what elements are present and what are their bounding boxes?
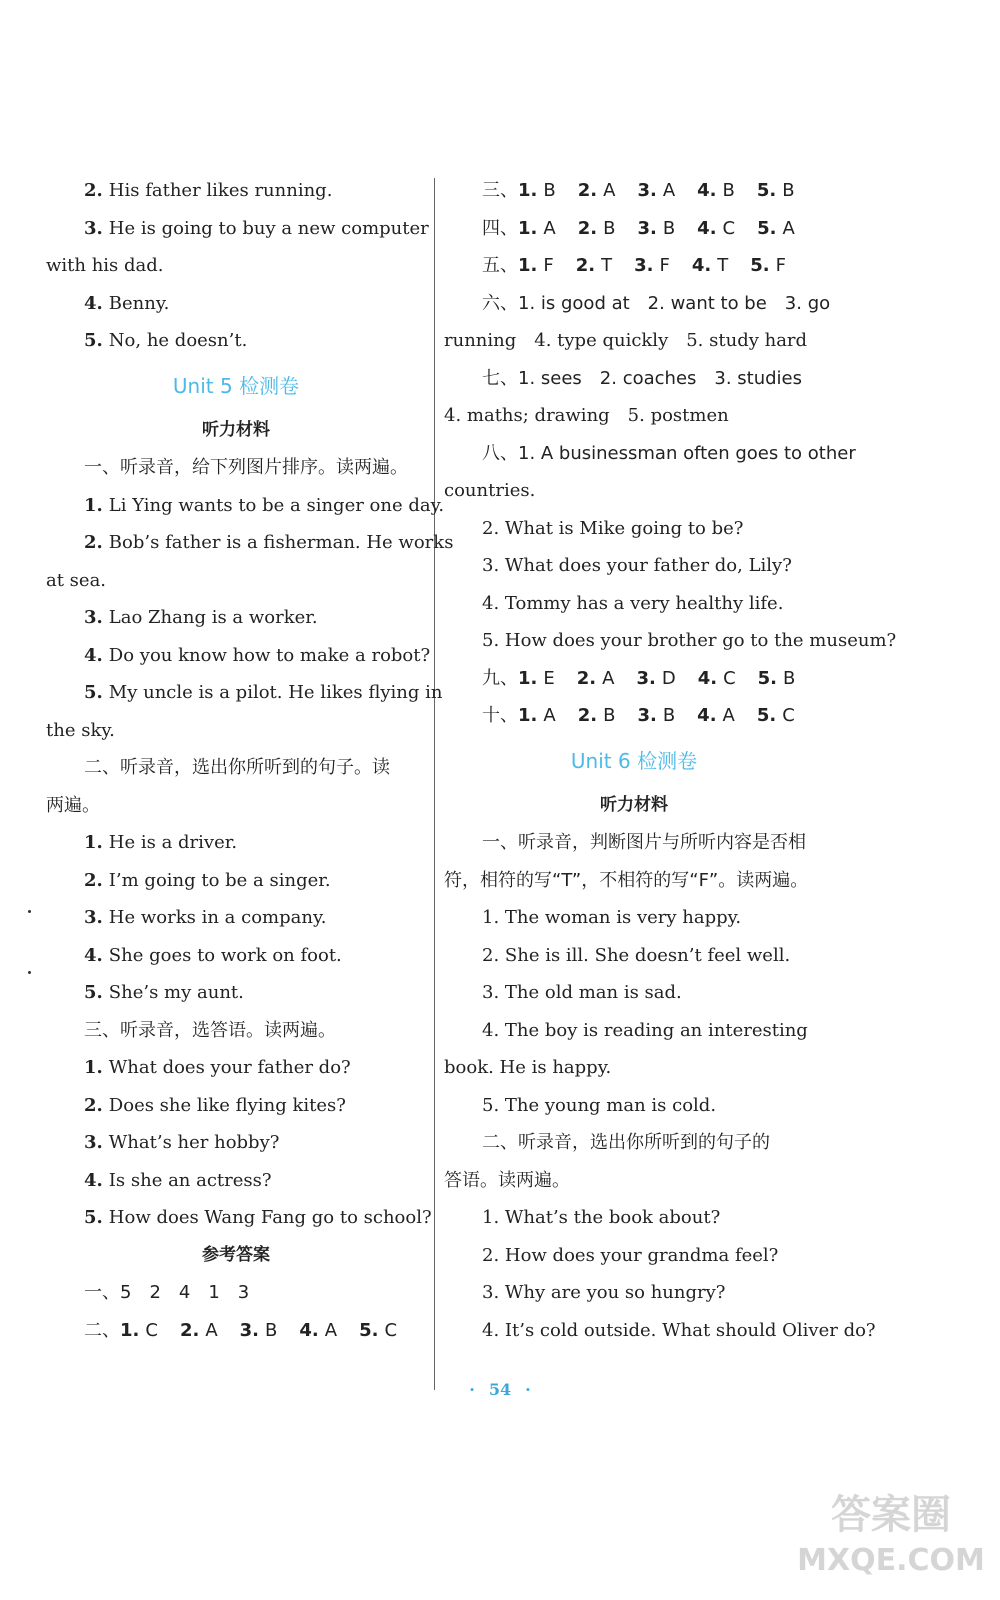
list-item: 4. Tommy has a very healthy life. bbox=[482, 592, 784, 614]
answer-row bbox=[444, 210, 824, 248]
answer-item bbox=[578, 705, 616, 726]
list-item: 3. The old man is sad. bbox=[482, 982, 682, 1003]
item-text: Li Ying wants to be a singer one day. bbox=[108, 494, 445, 516]
list-item bbox=[46, 1087, 426, 1125]
answer-label: 二、 bbox=[84, 1319, 120, 1341]
item-text: He is going to buy a new computer bbox=[108, 217, 429, 239]
answer-item bbox=[697, 218, 735, 239]
answer-item bbox=[299, 1320, 337, 1341]
answer-item bbox=[637, 218, 675, 239]
scan-speck bbox=[28, 910, 31, 913]
answer-item bbox=[697, 180, 735, 201]
answer-item bbox=[518, 705, 556, 726]
answer-item bbox=[578, 218, 616, 239]
answer-number: 2. bbox=[577, 705, 598, 726]
list-item bbox=[46, 1162, 426, 1200]
answer-value: C bbox=[723, 667, 736, 689]
answer-value: C bbox=[384, 1319, 398, 1341]
list-item: 5. How does your brother go to the museum? bbox=[482, 630, 897, 651]
answer-number: 4. bbox=[691, 255, 712, 276]
answer-item bbox=[757, 180, 795, 201]
item-text: Do you know how to make a robot? bbox=[108, 644, 431, 666]
answer-value: B bbox=[662, 705, 676, 726]
answer-item bbox=[758, 668, 796, 689]
section-title: 符，相符的写“T”，不相符的写“F”。读两遍。 bbox=[444, 869, 809, 891]
answer-value: B bbox=[783, 667, 796, 689]
answer-value: A bbox=[324, 1319, 338, 1341]
item-number: 4. bbox=[84, 1169, 103, 1191]
list-item: 2. What is Mike going to be? bbox=[482, 517, 744, 539]
item-number: 5. bbox=[84, 330, 103, 351]
answer-value: T bbox=[601, 255, 613, 276]
answer-number: 5. bbox=[756, 705, 777, 726]
answer-label: 四、 bbox=[482, 217, 518, 239]
answer-value: F bbox=[543, 255, 554, 276]
list-item: 3. Why are you so hungry? bbox=[482, 1282, 726, 1303]
item-number: 5. bbox=[84, 682, 103, 703]
list-item bbox=[46, 862, 426, 900]
answer-value: F bbox=[775, 255, 786, 276]
answer-number: 1. bbox=[120, 1319, 140, 1341]
answer-number: 2. bbox=[575, 255, 596, 276]
answer-value: T bbox=[717, 255, 729, 276]
answer-number: 3. bbox=[239, 1319, 260, 1341]
item-number: 2. bbox=[84, 869, 103, 891]
answer-value: C bbox=[722, 217, 736, 239]
section-title: 两遍。 bbox=[46, 794, 100, 816]
answer-value: B bbox=[662, 217, 676, 239]
answer-number: 1. bbox=[518, 255, 538, 276]
item-number: 3. bbox=[84, 1132, 103, 1153]
page-number-text: 54 bbox=[488, 1380, 512, 1399]
answer-number: 5. bbox=[757, 217, 777, 239]
answer-value: A bbox=[782, 217, 795, 239]
answer-value: B bbox=[265, 1319, 278, 1341]
answer-item bbox=[518, 668, 555, 689]
answer-row: 六、1. is good at 2. want to be 3. go bbox=[482, 292, 831, 314]
answer-value: A bbox=[602, 667, 615, 689]
answer-row: 七、1. sees 2. coaches 3. studies bbox=[482, 367, 803, 389]
answer-number: 3. bbox=[636, 667, 656, 689]
item-text: She’s my aunt. bbox=[108, 982, 244, 1003]
item-number: 1. bbox=[84, 832, 103, 853]
list-item: countries. bbox=[444, 480, 536, 501]
answer-row bbox=[444, 660, 824, 698]
answer-value: A bbox=[722, 705, 735, 726]
list-item bbox=[46, 285, 426, 323]
section-heading: 听力材料 bbox=[202, 419, 270, 440]
item-text: I’m going to be a singer. bbox=[108, 869, 331, 891]
answer-label: 九、 bbox=[482, 667, 518, 689]
item-text: She goes to work on foot. bbox=[108, 944, 342, 966]
item-text: with his dad. bbox=[46, 255, 164, 276]
answer-value: B bbox=[543, 180, 556, 201]
column-divider bbox=[434, 178, 435, 1390]
answer-value: D bbox=[661, 667, 676, 689]
answer-number: 3. bbox=[634, 255, 654, 276]
answer-value: B bbox=[603, 705, 616, 726]
answer-item bbox=[180, 1320, 218, 1341]
item-number: 3. bbox=[84, 217, 103, 239]
answer-label: 五、 bbox=[482, 255, 518, 276]
answer-number: 3. bbox=[637, 217, 657, 239]
list-item: 4. It’s cold outside. What should Oliver do? bbox=[482, 1319, 876, 1341]
answer-number: 5. bbox=[756, 180, 777, 201]
list-item: 1. The woman is very happy. bbox=[482, 907, 742, 928]
right-column bbox=[444, 172, 897, 1349]
answer-row: 4. maths; drawing 5. postmen bbox=[444, 405, 729, 426]
list-item bbox=[46, 172, 426, 210]
answer-item bbox=[120, 1320, 158, 1341]
item-number: 1. bbox=[84, 1057, 103, 1078]
answer-row bbox=[444, 247, 824, 285]
answer-item bbox=[750, 255, 786, 276]
answer-number: 2. bbox=[576, 667, 597, 689]
list-item bbox=[46, 937, 426, 975]
left-column bbox=[46, 172, 454, 1349]
item-number: 2. bbox=[84, 180, 103, 201]
item-number: 4. bbox=[84, 644, 103, 666]
answer-item bbox=[240, 1320, 278, 1341]
answer-number: 4. bbox=[697, 180, 717, 201]
list-item bbox=[46, 1124, 426, 1162]
answer-value: A bbox=[662, 180, 676, 201]
item-number: 3. bbox=[84, 607, 103, 628]
answer-number: 5. bbox=[757, 667, 778, 689]
answer-item bbox=[577, 668, 615, 689]
item-number: 5. bbox=[84, 982, 103, 1003]
item-text: His father likes running. bbox=[108, 180, 333, 201]
section-title: 一、听录音，判断图片与所听内容是否相 bbox=[482, 832, 806, 853]
list-item: 5. The young man is cold. bbox=[482, 1094, 717, 1116]
section-title: 二、听录音，选出你所听到的句子。读 bbox=[84, 757, 390, 778]
answer-row bbox=[444, 172, 824, 210]
item-text: He is a driver. bbox=[108, 832, 238, 853]
answer-number: 1. bbox=[518, 667, 538, 689]
list-item bbox=[46, 637, 431, 675]
list-item bbox=[46, 824, 426, 862]
item-text: Does she like flying kites? bbox=[108, 1094, 346, 1116]
item-text: What’s her hobby? bbox=[108, 1132, 280, 1153]
answer-item bbox=[692, 255, 728, 276]
list-item bbox=[46, 674, 443, 712]
list-item bbox=[46, 599, 426, 637]
answer-number: 3. bbox=[637, 180, 657, 201]
section-title: 二、听录音，选出你所听到的句子的 bbox=[482, 1132, 770, 1153]
answer-item bbox=[697, 705, 735, 726]
item-number: 3. bbox=[84, 907, 103, 928]
answer-row bbox=[46, 1312, 426, 1350]
item-text: What does your father do? bbox=[108, 1057, 351, 1078]
item-number: 5. bbox=[84, 1207, 103, 1228]
answer-number: 4. bbox=[299, 1319, 319, 1341]
list-item: book. He is happy. bbox=[444, 1057, 612, 1078]
list-item: 2. She is ill. She doesn’t feel well. bbox=[482, 944, 791, 966]
answer-item bbox=[634, 255, 670, 276]
item-text: How does Wang Fang go to school? bbox=[108, 1207, 432, 1228]
answer-value: A bbox=[603, 180, 616, 201]
item-text: No, he doesn’t. bbox=[108, 330, 248, 351]
list-item bbox=[46, 562, 426, 600]
section-title: 答语。读两遍。 bbox=[444, 1169, 570, 1191]
list-item bbox=[46, 322, 426, 360]
item-text: Is she an actress? bbox=[108, 1169, 272, 1191]
section-title: 一、听录音，给下列图片排序。读两遍。 bbox=[84, 457, 408, 478]
answer-value: A bbox=[205, 1319, 218, 1341]
item-number: 2. bbox=[84, 1094, 103, 1116]
answer-value: B bbox=[782, 180, 795, 201]
answer-value: E bbox=[543, 667, 555, 689]
answer-label: 三、 bbox=[482, 180, 518, 201]
watermark-top: 答案圈 bbox=[831, 1492, 951, 1538]
list-item: 八、1. A businessman often goes to other bbox=[482, 442, 856, 464]
list-item bbox=[46, 524, 454, 562]
item-number: 4. bbox=[84, 944, 103, 966]
item-text: the sky. bbox=[46, 719, 115, 741]
answer-item bbox=[698, 668, 736, 689]
page-number: · 54 · bbox=[469, 1380, 531, 1399]
answer-value: B bbox=[722, 180, 735, 201]
answer-label: 十、 bbox=[482, 705, 518, 726]
answer-item bbox=[578, 180, 616, 201]
answer-number: 4. bbox=[697, 667, 718, 689]
answer-row bbox=[444, 697, 824, 735]
unit-title: Unit 6 检测卷 bbox=[570, 748, 698, 773]
answer-item bbox=[636, 668, 675, 689]
answer-number: 4. bbox=[697, 705, 717, 726]
item-text: at sea. bbox=[46, 569, 107, 591]
item-text: My uncle is a pilot. He likes flying in bbox=[108, 682, 443, 703]
answer-value: C bbox=[782, 705, 795, 726]
answer-number: 5. bbox=[359, 1319, 379, 1341]
list-item: 2. How does your grandma feel? bbox=[482, 1244, 779, 1266]
answer-item bbox=[518, 180, 556, 201]
watermark-logo bbox=[797, 1478, 985, 1578]
answer-number: 1. bbox=[518, 217, 538, 239]
section-title: 三、听录音，选答语。读两遍。 bbox=[84, 1019, 336, 1041]
item-text: Lao Zhang is a worker. bbox=[108, 607, 318, 628]
answer-number: 5. bbox=[750, 255, 770, 276]
answer-number: 1. bbox=[518, 180, 538, 201]
answer-item bbox=[576, 255, 612, 276]
list-item: 3. What does your father do, Lily? bbox=[482, 555, 792, 576]
unit-title: Unit 5 检测卷 bbox=[172, 373, 300, 398]
answer-row: running 4. type quickly 5. study hard bbox=[444, 330, 808, 351]
list-item bbox=[46, 899, 426, 937]
item-text: Bob’s father is a fisherman. He works bbox=[108, 532, 454, 553]
answer-number: 2. bbox=[577, 180, 598, 201]
list-item: 1. What’s the book about? bbox=[482, 1207, 721, 1228]
answer-item bbox=[359, 1320, 397, 1341]
item-number: 2. bbox=[84, 532, 103, 553]
item-number: 1. bbox=[84, 494, 103, 516]
section-heading: 听力材料 bbox=[600, 794, 668, 815]
list-item: 4. The boy is reading an interesting bbox=[482, 1019, 808, 1041]
answer-value: A bbox=[543, 217, 556, 239]
answer-value: F bbox=[659, 255, 670, 276]
answer-number: 4. bbox=[697, 217, 717, 239]
answer-item bbox=[518, 255, 554, 276]
list-item bbox=[46, 1199, 432, 1237]
answer-number: 2. bbox=[179, 1319, 200, 1341]
answer-item bbox=[757, 218, 795, 239]
list-item bbox=[46, 712, 426, 750]
item-text: Benny. bbox=[108, 292, 170, 314]
answer-number: 1. bbox=[518, 705, 538, 726]
answer-number: 3. bbox=[637, 705, 657, 726]
scan-speck bbox=[28, 971, 31, 974]
watermark-bottom: MXQE.COM bbox=[797, 1543, 985, 1578]
answer-row: 一、5 2 4 1 3 bbox=[84, 1282, 250, 1303]
answer-item bbox=[637, 705, 675, 726]
answers-heading: 参考答案 bbox=[202, 1244, 270, 1265]
list-item bbox=[46, 974, 426, 1012]
answer-value: C bbox=[145, 1319, 158, 1341]
answer-number: 2. bbox=[577, 217, 598, 239]
answer-value: B bbox=[603, 217, 616, 239]
answer-item bbox=[637, 180, 675, 201]
answer-item bbox=[757, 705, 795, 726]
list-item bbox=[46, 210, 429, 248]
list-item bbox=[46, 247, 426, 285]
item-number: 4. bbox=[84, 292, 103, 314]
answer-value: A bbox=[543, 705, 556, 726]
list-item bbox=[46, 487, 445, 525]
item-text: He works in a company. bbox=[108, 907, 327, 928]
answer-item bbox=[518, 218, 556, 239]
list-item bbox=[46, 1049, 426, 1087]
